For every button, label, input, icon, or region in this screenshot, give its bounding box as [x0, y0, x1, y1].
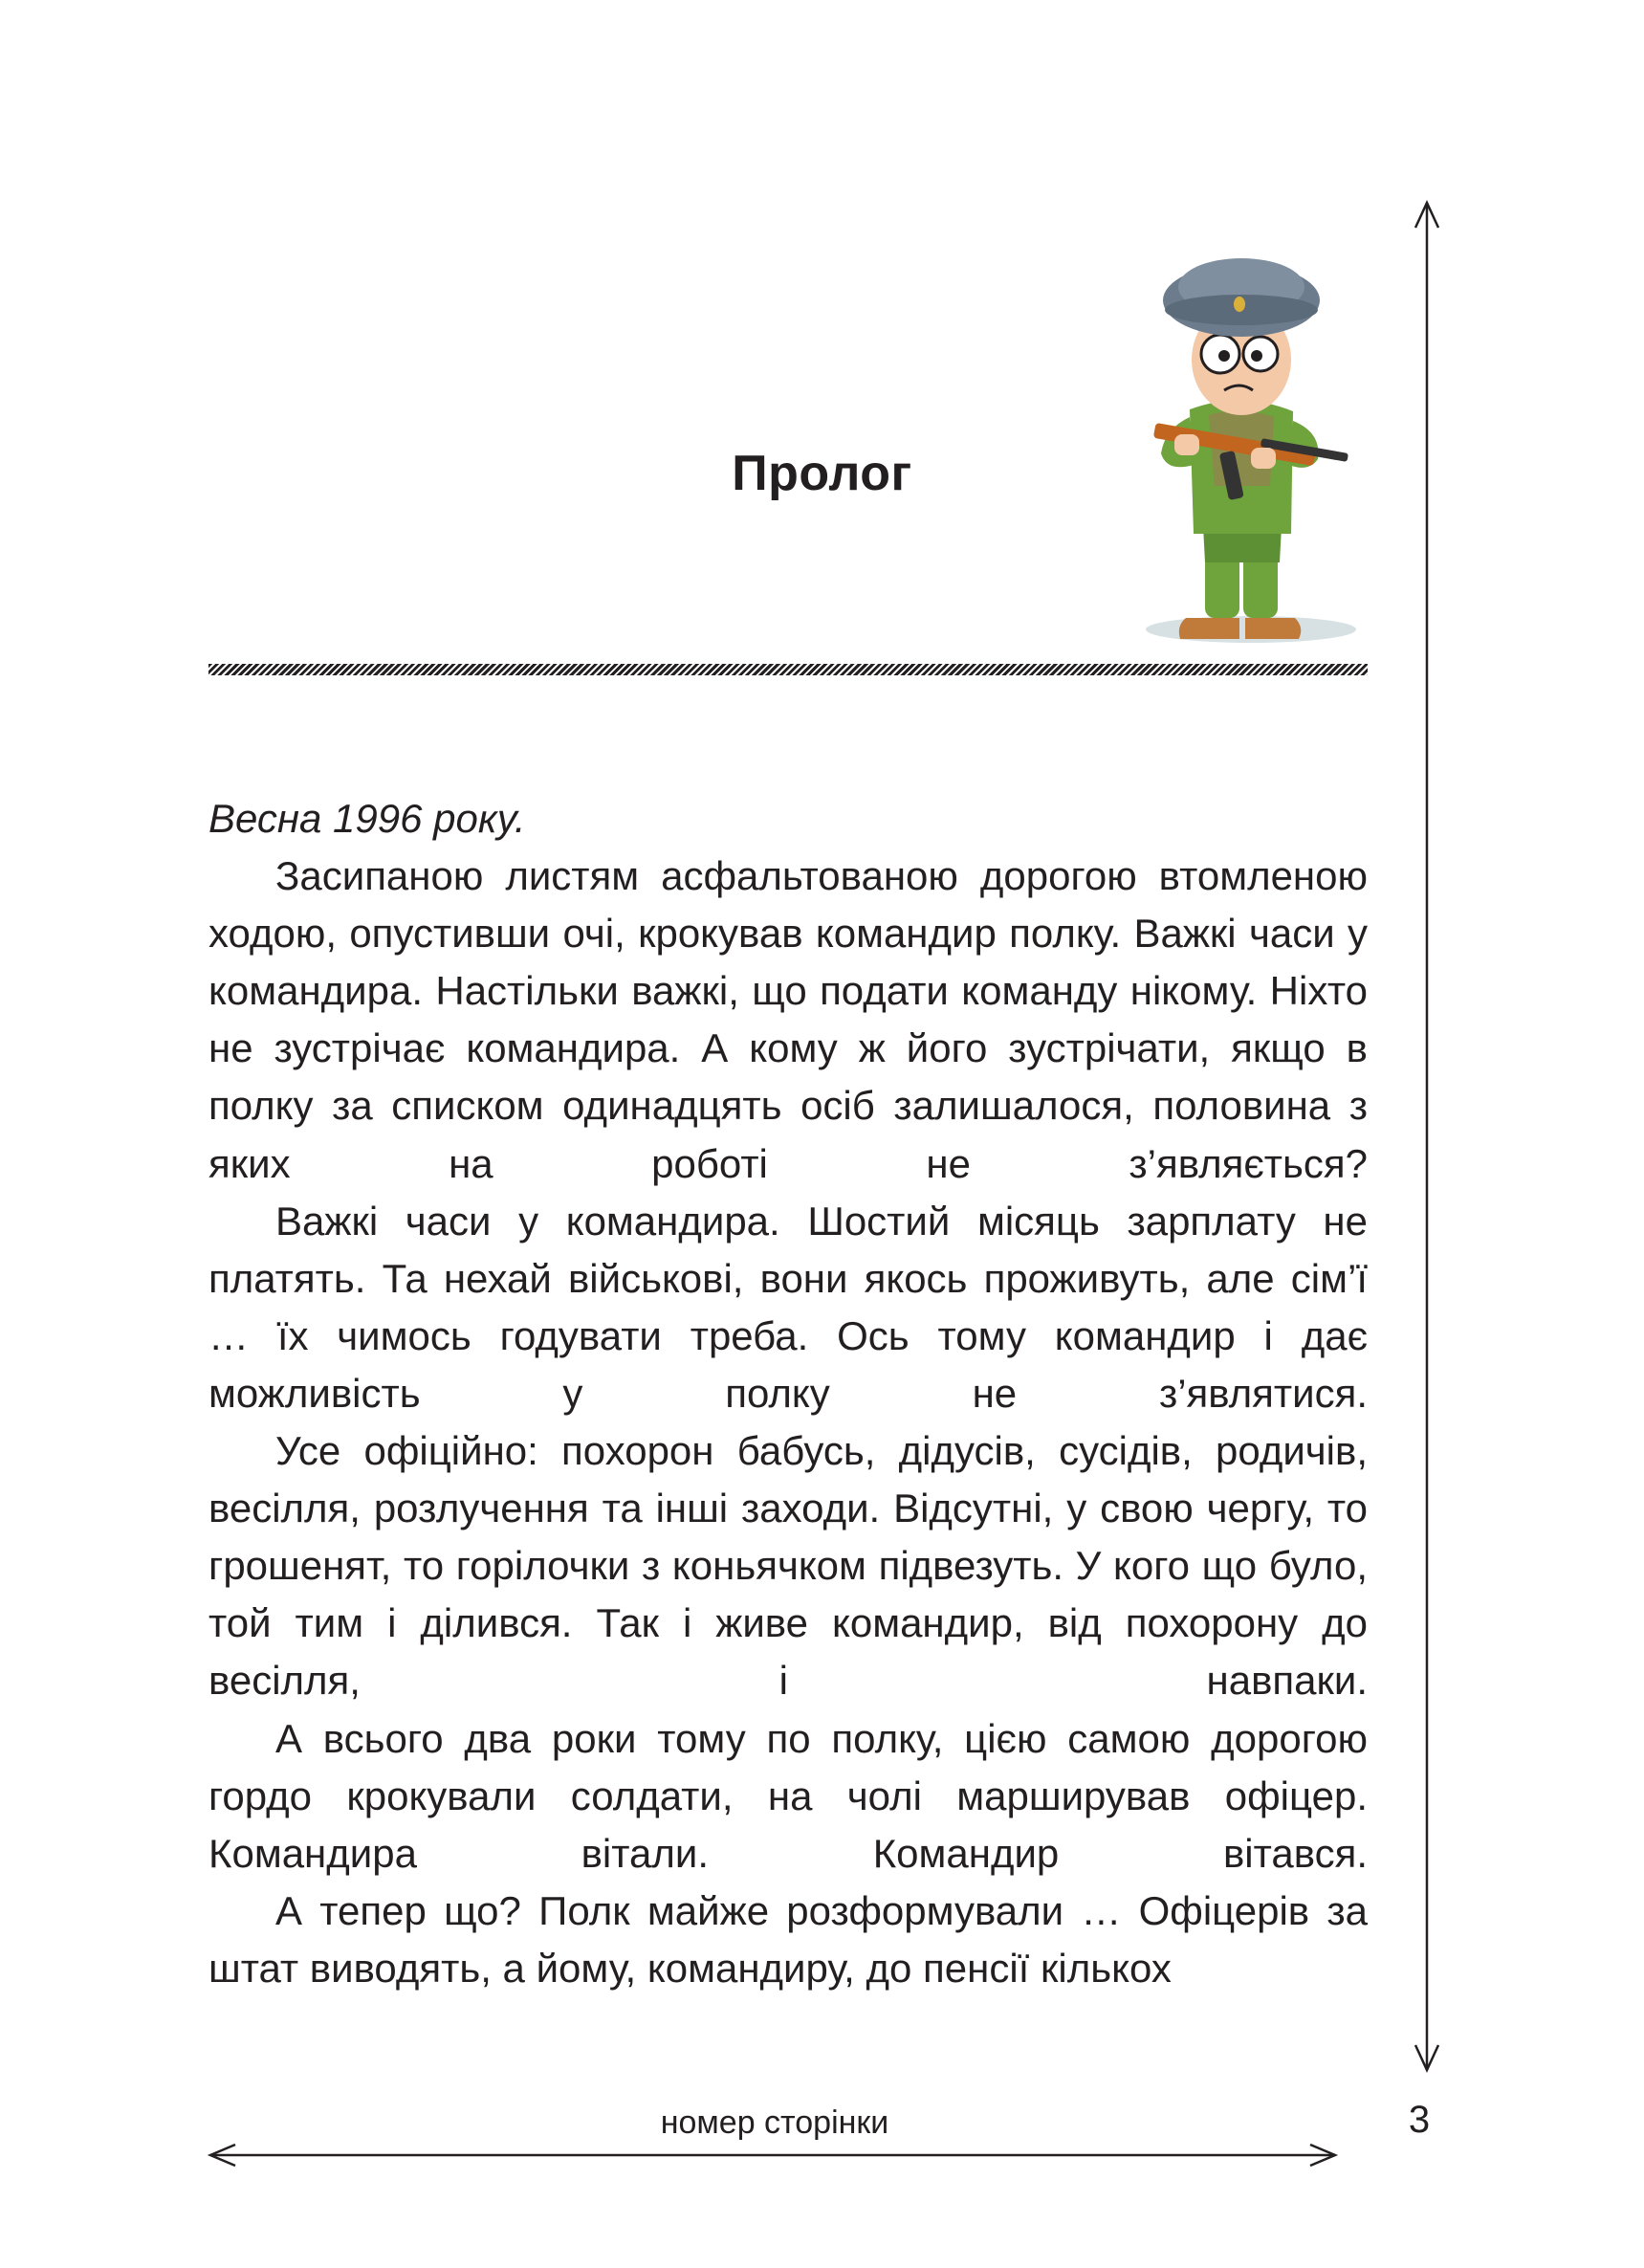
- paragraph-date: Весна 1996 року.: [208, 796, 526, 841]
- paragraph: Усе офіційно: похорон бабусь, дідусів, сусідів, родичів, весілля, розлучення та інші заходи. Відсутні, у свою чергу, то грошенят, то горілочки з коньячком підвезуть. У кого що було, той тим і ділився. Так і живе командир, від похорону до весілля, і навпаки.: [208, 1428, 1368, 1704]
- vertical-double-arrow-icon: [1410, 199, 1444, 2074]
- paragraph: Засипаною листям асфальтованою дорогою втомленою ходою, опустивши очі, крокував командир полку. Важкі часи у командира. Настільки важкі, що подати команду нікому. Ніхто не зустрічає командира. А кому ж його зустрічати, якщо в полку за списком одинадцять осіб залишалося, половина з яких на роботі не з’являється?: [208, 853, 1368, 1186]
- body-text: [208, 790, 1368, 1997]
- decorative-rule: [208, 664, 1368, 675]
- paragraph: А всього два роки тому по полку, цією самою дорогою гордо крокували солдати, на чолі марширував офіцер. Командира вітали. Командир вітався.: [208, 1715, 1368, 1876]
- horizontal-double-arrow-icon: [207, 2141, 1339, 2169]
- page-number-label: номер сторінки: [536, 2104, 1014, 2142]
- soldier-illustration: [1117, 247, 1356, 649]
- page-number: 3: [1408, 2099, 1431, 2141]
- chapter-title: Пролог: [732, 446, 912, 501]
- paragraph: А тепер що? Полк майже розформували … Офіцерів за штат виводять, а йому, командиру, до пенсії кількох: [208, 1887, 1368, 1991]
- paragraph: Важкі часи у командира. Шостий місяць зарплату не платять. Та нехай військові, вони якось проживуть, але сім’ї … їх чимось годувати треба. Ось тому командир і дає можливість у полку не з’являтися.: [208, 1198, 1368, 1416]
